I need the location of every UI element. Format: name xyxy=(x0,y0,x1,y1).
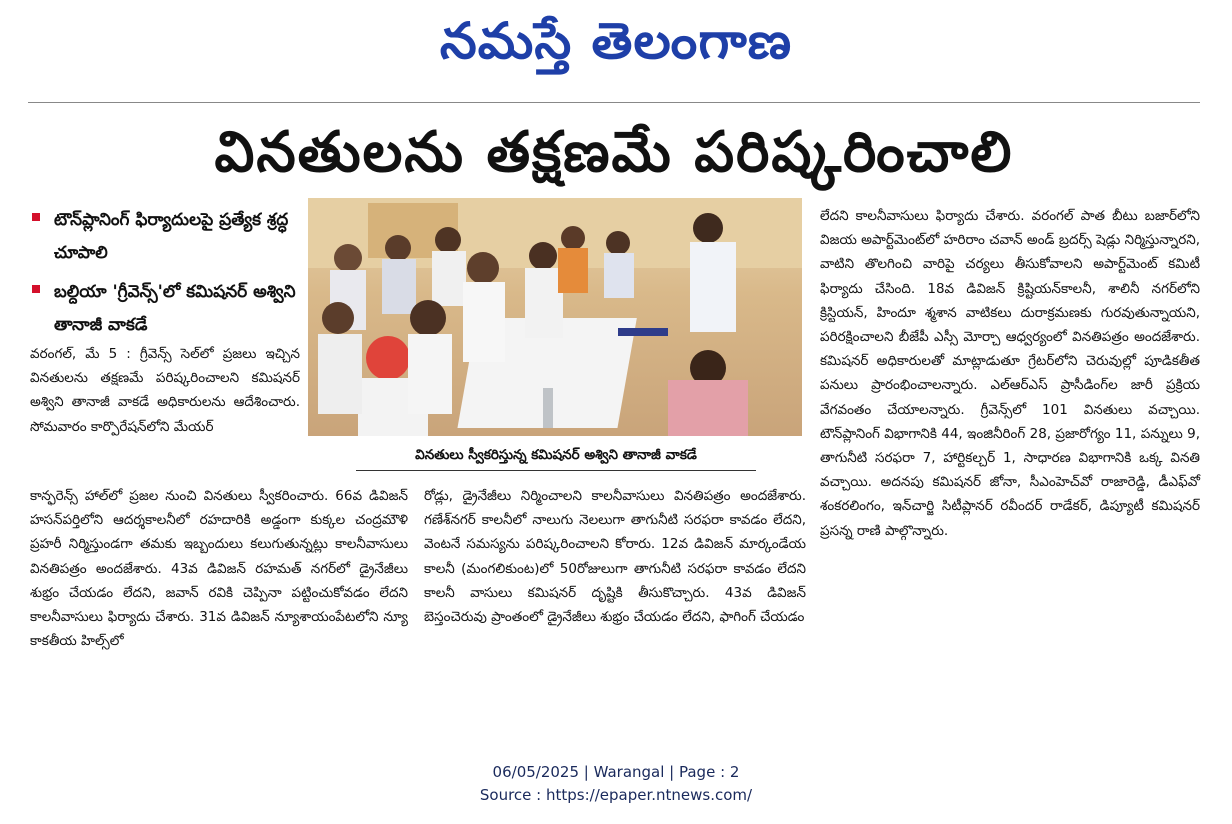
article-column-2: రోడ్లు, డ్రైనేజీలు నిర్మించాలని కాలనీవాసులు వినతిపత్రం అందజేశారు. గణేశ్‌నగర్ కాలనీలో నాలుగు నెలలుగా తాగునీటి సరఫరా కావడం లేదని, వెంటనే సమస్యను పరిష్కరించాలని కోరారు. 12వ డివిజన్ మార్కండేయ కాలనీ (మంగలికుంట)లో 50రోజులుగా తాగునీటి సరఫరా కావడం లేదని కాలనీ వాసులు కమిషనర్ దృష్టికి తీసుకొచ్చారు. 43వ డివిజన్ బెస్తంచెరువు ప్రాంతంలో డ్రైనేజీలు శుభ్రం చేయడం లేదని, ఫాగింగ్ చేయడం xyxy=(424,488,806,626)
meeting-photo-illustration xyxy=(308,198,802,436)
footer-date-line: 06/05/2025 | Warangal | Page : 2 xyxy=(492,763,740,781)
bullet-square-icon xyxy=(32,285,40,293)
newspaper-masthead: నమస్తే తెలంగాణ xyxy=(439,12,793,70)
highlight-bullet xyxy=(28,204,296,270)
bullet-text: బల్దియా 'గ్రీవెన్స్'లో కమిషనర్ అశ్విని తానాజీ వాకడే xyxy=(54,282,296,335)
footer-source-link[interactable]: Source : https://epaper.ntnews.com/ xyxy=(479,786,753,804)
article-column-3: లేదని కాలనీవాసులు ఫిర్యాదు చేశారు. వరంగల్ పాత బీటు బజార్‌లోని విజయ అపార్ట్‌మెంట్‌లో హరిరాం చవాన్ అండ్ బ్రదర్స్ షెడ్లు నిర్మిస్తున్నారని, వాటిని తొలగించి వారిపై చర్యలు తీసుకోవాలని అపార్ట్‌మెంట్ కమిటీ ఫిర్యాదు చేసింది. 18వ డివిజన్ క్రిష్టియన్‌కాలనీ, శాలినీ నగర్‌లోని క్రిస్టియన్, హిందూ శ్మశాన వాటికలు దురాక్రమణకు గురవుతున్నాయని, పరిరక్షించాలని బీజేపీ ఎస్సీ మోర్చా ఆధ్వర్యంలో వినతిపత్రం అందజేశారు. కమిషనర్ అధికారులతో మాట్లాడుతూ గ్రేటర్‌లోని చెరువుల్లో పూడికతీత పనులు ప్రారంభించాలన్నారు. ఎల్‌ఆర్‌ఎస్ ప్రాసీడింగ్‌ల జారీ ప్రక్రియ వేగవంతం చేయాలన్నారు. గ్రీవెన్స్‌లో 101 వినతులు వచ్చాయి. టౌన్‌ప్లానింగ్ విభాగానికి 44, ఇంజినీరింగ్ 28, ప్రజారోగ్యం 11, పన్నులు 9, తాగునీటి సరఫరా 7, హార్టికల్చర్ 1, సాధారణ విభాగానికి ఒక్క వినతి వచ్చాయి. అదనపు కమిషనర్ జోనా, సీఎంహెచ్‌వో రాజారెడ్డి, డీఎఫ్‌వో శంకరలింగం, ఇన్‌చార్జి సిటీప్లానర్ రవీందర్ రాడేకర్, డిప్యూటీ కమిషనర్ ప్రసన్న రాణి పాల్గొన్నారు. xyxy=(820,208,1200,539)
bullet-text: టౌన్‌ప్లానింగ్ ఫిర్యాదులపై ప్రత్యేక శ్రద్ధ చూపాలి xyxy=(54,210,289,263)
highlight-bullets xyxy=(28,204,296,348)
caption-underline xyxy=(356,470,756,471)
news-photo xyxy=(308,198,802,436)
photo-caption: వినతులు స్వీకరిస్తున్న కమిషనర్ అశ్విని తానాజీ వాకడే xyxy=(356,442,756,468)
masthead-divider xyxy=(28,102,1200,103)
highlight-bullet xyxy=(28,276,296,342)
article-headline: వినతులను తక్షణమే పరిష్కరించాలి xyxy=(214,120,1014,185)
article-column-1-bottom: కాన్ఫరెన్స్ హాల్‌లో ప్రజల నుంచి వినతులు స్వీకరించారు. 66వ డివిజన్ హసన్‌పర్తిలోని ఆదర్శకాలనీలో రహదారికి అడ్డంగా కుక్కల చంద్రమౌళి ప్రహరీ నిర్మిస్తుండగా తమకు ఇబ్బందులు కలుగుతున్నట్లు కాలనీవాసులు వినతిపత్రం అందజేశారు. 43వ డివిజన్ రహమత్ నగర్‌లో డ్రైనేజీలు శుభ్రం చేయడం లేదని, జవాన్ రవికి చెప్పినా పట్టించుకోవడం లేదని కాలనీవాసులు ఫిర్యాదు చేశారు. 31వ డివిజన్ న్యూశాయంపేటలోని న్యూ కాకతీయ హిల్స్‌లో xyxy=(30,488,408,650)
article-column-1-top: వరంగల్, మే 5 : గ్రీవెన్స్ సెల్‌లో ప్రజలు ఇచ్చిన వినతులను తక్షణమే పరిష్కరించాలని కమిషనర్ అశ్విని తానాజీ వాకడే అధికారులను ఆదేశించారు. సోమవారం కార్పొరేషన్‌లోని మేయర్ xyxy=(30,346,300,435)
bullet-square-icon xyxy=(32,213,40,221)
